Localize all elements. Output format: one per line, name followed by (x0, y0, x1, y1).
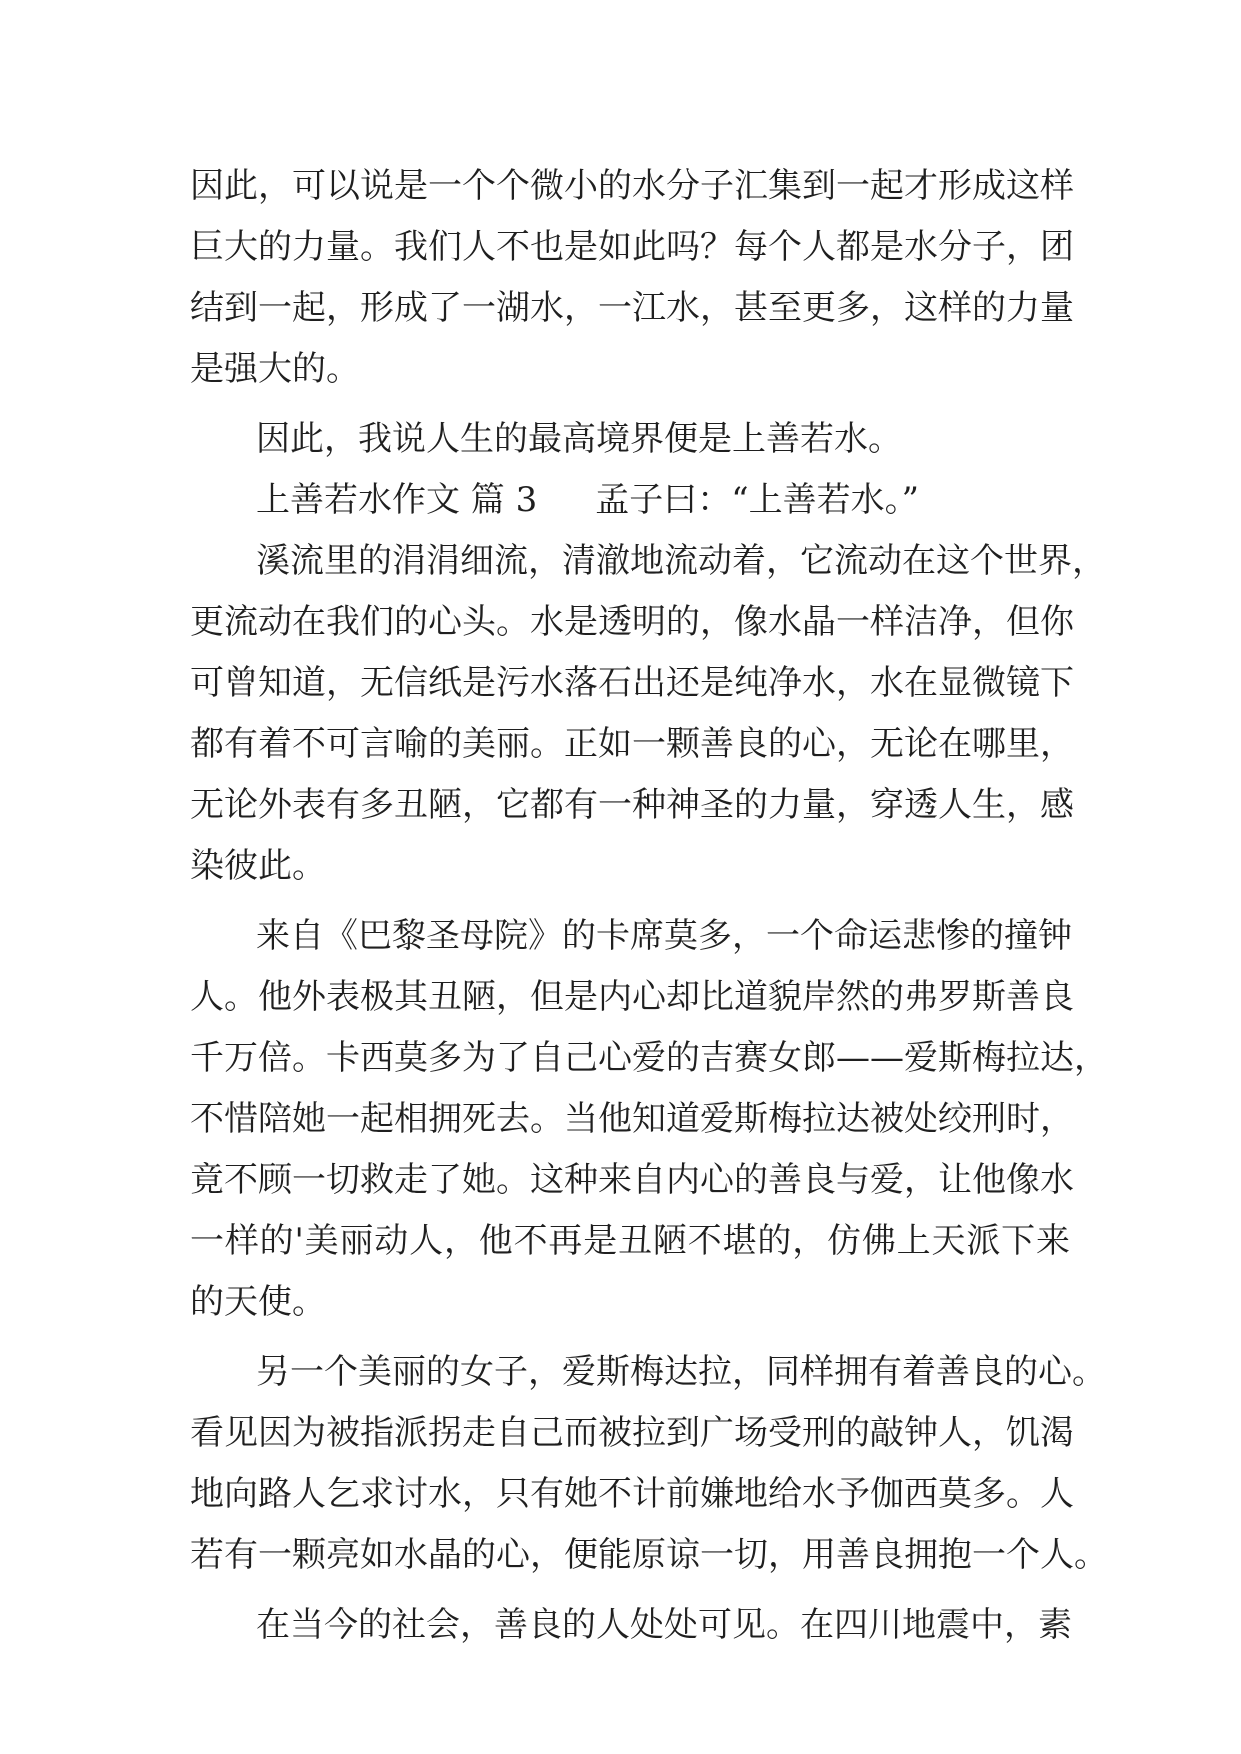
essay-body (190, 156, 1108, 1656)
text-line: 不惜陪她一起相拥死去。当他知道爱斯梅拉达被处绞刑时， (190, 1099, 1074, 1139)
text-line: 巨大的力量。我们人不也是如此吗？每个人都是水分子，团 (190, 227, 1074, 267)
text-line: 千万倍。卡西莫多为了自己心爱的吉赛女郎——爱斯梅拉达， (190, 1038, 1108, 1078)
text-line: 在当今的社会，善良的人处处可见。在四川地震中，素 (256, 1605, 1072, 1645)
text-line: 竟不顾一切救走了她。这种来自内心的善良与爱，让他像水 (190, 1160, 1074, 1200)
section-heading: 上善若水作文 篇 3 (256, 480, 538, 520)
text-line: 一样的'美丽动人，他不再是丑陋不堪的，仿佛上天派下来 (190, 1221, 1070, 1261)
text-line: 若有一颗亮如水晶的心，便能原谅一切，用善良拥抱一个人。 (190, 1535, 1108, 1575)
text-line: 地向路人乞求讨水，只有她不计前嫌地给水予伽西莫多。人 (190, 1474, 1074, 1514)
text-line: 可曾知道，无信纸是污水落石出还是纯净水，水在显微镜下 (190, 663, 1074, 703)
text-line: 都有着不可言喻的美丽。正如一颗善良的心，无论在哪里， (190, 724, 1074, 764)
text-line: 因此，可以说是一个个微小的水分子汇集到一起才形成这样 (190, 166, 1074, 206)
text-line: 染彼此。 (190, 846, 326, 886)
section-heading-line (190, 470, 1070, 531)
text-line: 更流动在我们的心头。水是透明的，像水晶一样洁净，但你 (190, 602, 1074, 642)
text-line: 是强大的。 (190, 349, 360, 389)
text-line: 结到一起，形成了一湖水，一江水，甚至更多，这样的力量 (190, 288, 1074, 328)
text-line: 看见因为被指派拐走自己而被拉到广场受刑的敲钟人，饥渴 (190, 1413, 1074, 1453)
text-line: 另一个美丽的女子，爱斯梅达拉，同样拥有着善良的心。 (256, 1352, 1106, 1392)
text-line: 人。他外表极其丑陋，但是内心却比道貌岸然的弗罗斯善良 (190, 977, 1074, 1017)
text-line: 因此，我说人生的最高境界便是上善若水。 (256, 419, 902, 459)
text-line: 溪流里的涓涓细流，清澈地流动着，它流动在这个世界， (256, 541, 1106, 581)
quote-line: 孟子曰：“上善若水。” (595, 480, 920, 520)
text-line: 的天使。 (190, 1282, 326, 1322)
text-line: 无论外表有多丑陋，它都有一种神圣的力量，穿透人生，感 (190, 785, 1074, 825)
text-line: 来自《巴黎圣母院》的卡席莫多，一个命运悲惨的撞钟 (256, 916, 1072, 956)
